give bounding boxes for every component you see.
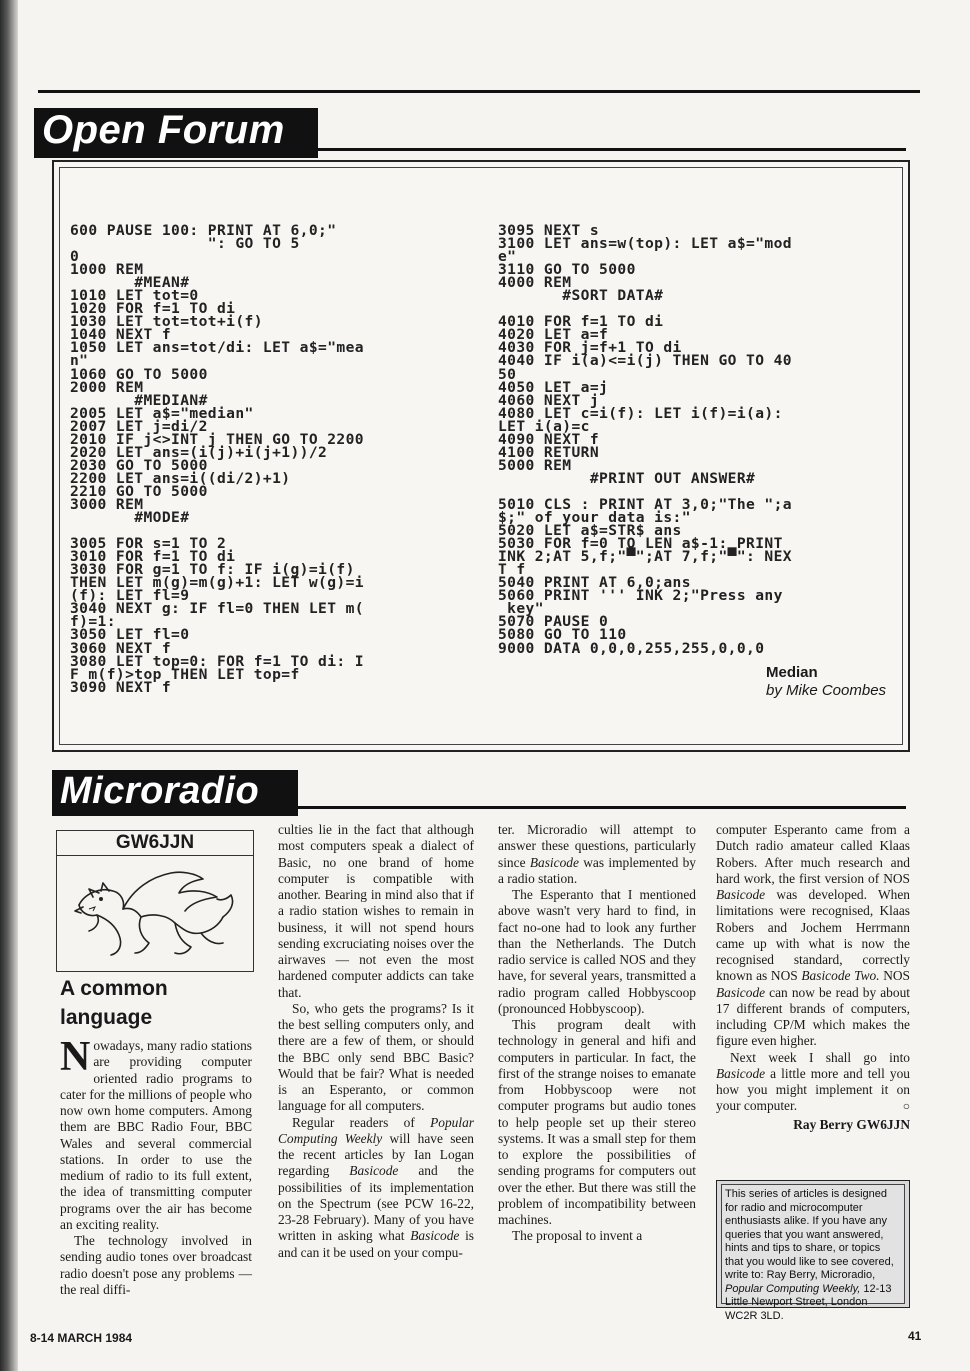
- basicode-term: Basicode: [716, 887, 766, 902]
- page-number: 41: [908, 1329, 922, 1343]
- paragraph: So, who gets the programs? Is it the best selling computers only, and there are a few of them, or should the BBC only send BBC Basic? Would that be fair? What is needed is an Esperanto, or common language for all computers.: [278, 1000, 474, 1114]
- code-line: 5060 PRINT ''' INK 2;"Press any: [498, 587, 783, 605]
- microradio-rule: [290, 806, 906, 809]
- info-text: This series of articles is designed for radio and microcomputer enthusiasts alike. If you have any queries that you want answered, hints and tips to share, or topics that you would like to see covered, write to: Ray Berry, Microradio,: [725, 1188, 894, 1281]
- open-forum-rule: [300, 148, 906, 151]
- code-line: 50: [498, 365, 517, 383]
- article-column-1: [60, 1034, 252, 1298]
- code-line: 5000 REM: [498, 456, 572, 474]
- code-line: 4100 RETURN: [498, 443, 600, 461]
- code-line: 2000 REM: [70, 378, 144, 396]
- paragraph: This program dealt with technology in general and hifi and computers in particular. In fact, the first of the strange noises to emanate from Hobbyscoop were not computer programs but audio tones to help people set up their stereo systems. It was a small step for them to explore the possibilities of sending programs for computers out over the ether. But there was still the problem of incompatibility between machines.: [498, 1017, 696, 1227]
- info-box: [716, 1180, 910, 1322]
- paragraph-text: was developed. When limitations were recognised, Klaas Robers and Jochem Herrmann came up with what is now the recognised standard, correctly known as NOS: [716, 887, 910, 984]
- article-column-2: [278, 822, 474, 1261]
- code-line: 0: [70, 248, 80, 266]
- code-line: 3040 NEXT g: IF fl=0 THEN LET m(: [70, 600, 364, 618]
- listing-author: by Mike Coombes: [766, 682, 887, 699]
- code-line: 3095 NEXT s: [498, 222, 600, 239]
- code-line: 3090 NEXT f: [70, 678, 172, 696]
- basicode-term: Basicode: [349, 1163, 399, 1179]
- code-line: 4050 LET a=j: [498, 378, 609, 396]
- top-rule: [38, 90, 920, 93]
- code-line: n": [70, 352, 89, 370]
- code-line: 2007 LET j=di/2: [70, 417, 208, 435]
- code-line: 4090 NEXT f: [498, 430, 600, 448]
- open-forum-banner: Open Forum: [34, 108, 318, 158]
- code-line: 1020 FOR f=1 TO di: [70, 300, 236, 318]
- heading-line-1: A common: [60, 977, 168, 1000]
- basicode-term: Basicode Two.: [801, 968, 880, 984]
- code-line: THEN LET m(g)=m(g)+1: LET w(g)=i: [70, 574, 364, 592]
- paragraph-text: Regular readers of: [292, 1114, 431, 1130]
- paragraph-text: can now be read by about 17 different brands of computers, including CP/M which makes the figure even higher.: [716, 984, 910, 1049]
- code-line: 1030 LET tot=tot+i(f): [70, 313, 263, 331]
- paragraph-text: owadays, many radio stations are providing computer oriented radio programs to cater for the millions of people who now own home computers. Among them are BBC Radio Four, BBC Wales and several commercial stations. In order to use the medium of radio to its full extent, the idea of transmitting computer programs over the air has become an exciting reality.: [60, 1038, 252, 1232]
- paragraph: The technology involved in sending audio tones over broadcast radio doesn't pose any problems — the real diffi-: [60, 1233, 252, 1297]
- end-mark-icon: ○: [902, 1099, 910, 1114]
- code-line: 4010 FOR f=1 TO di: [498, 313, 664, 331]
- info-text: 12-13 Little Newport Street, London WC2R 3LD.: [725, 1282, 892, 1322]
- paragraph-text: ter. Microradio will attempt to answer these questions, particularly since: [498, 822, 696, 870]
- code-line: 5030 FOR f=0 TO LEN a$-1: PRINT: [498, 535, 783, 553]
- code-listing-right: [498, 224, 792, 655]
- code-line: 1000 REM: [70, 261, 144, 279]
- basicode-term: Basicode: [529, 854, 579, 870]
- issue-date: 8-14 MARCH 1984: [30, 1331, 133, 1345]
- code-line: #MODE#: [70, 509, 190, 527]
- code-line: 5080 GO TO 110: [498, 626, 627, 644]
- code-line: #MEAN#: [70, 274, 190, 292]
- listing-title: Median: [766, 664, 818, 681]
- paragraph: [278, 1115, 474, 1261]
- code-line: 3080 LET top=0: FOR f=1 TO di: I: [70, 652, 364, 670]
- code-line: 1050 LET ans=tot/di: LET a$="mea: [70, 339, 364, 357]
- publication-title: Popular Computing Weekly,: [725, 1282, 861, 1295]
- code-line: 4000 REM: [498, 274, 572, 292]
- paragraph-text: NOS: [879, 968, 910, 984]
- code-listing-left: [70, 224, 364, 694]
- paragraph: [716, 822, 910, 1050]
- code-line: 2210 GO TO 5000: [70, 482, 208, 500]
- code-line: 4020 LET a=f: [498, 326, 609, 344]
- code-line: LET i(a)=c: [498, 417, 590, 435]
- code-line: 4030 FOR j=f+1 TO di: [498, 339, 682, 357]
- paragraph-text: is and can it be used on your compu-: [278, 1228, 475, 1260]
- code-line: key": [498, 600, 544, 618]
- basicode-term: Basicode: [716, 1065, 766, 1081]
- code-line: f)=1:: [70, 613, 116, 631]
- code-line: 3005 FOR s=1 TO 2: [70, 535, 227, 553]
- code-line: 4060 NEXT j: [498, 391, 600, 409]
- code-line: 9000 DATA 0,0,0,255,255,0,0,0: [498, 639, 765, 657]
- code-line: ": GO TO 5: [70, 235, 300, 253]
- code-line: 2030 GO TO 5000: [70, 456, 208, 474]
- paragraph-text: computer Esperanto came from a Dutch radio amateur called Klaas Robers. After much research and hard work, the first version of NOS: [716, 822, 910, 886]
- code-line: 5070 PAUSE 0: [498, 613, 609, 631]
- callsign-box: [56, 830, 254, 972]
- code-line: 5020 LET a$=STR$ ans: [498, 522, 682, 540]
- code-line: 2200 LET ans=i((di/2)+1): [70, 469, 291, 487]
- code-line: 3060 NEXT f: [70, 639, 172, 657]
- paragraph-text: and the possibilities of its implementation on the Spectrum (see PCW 16-22, 23-28 February). Many of you have written in asking what: [278, 1163, 475, 1244]
- code-line: 3010 FOR f=1 TO di: [70, 548, 236, 566]
- code-line: e": [498, 248, 517, 266]
- code-line: #MEDIAN#: [70, 391, 208, 409]
- paragraph: [60, 1034, 252, 1233]
- paragraph-text: Next week I shall go into: [730, 1049, 910, 1065]
- code-line: 3110 GO TO 5000: [498, 261, 636, 279]
- code-line: 2005 LET a$="median": [70, 404, 254, 422]
- code-line: F m(f)>top THEN LET top=f: [70, 665, 300, 683]
- code-line: 3100 LET ans=w(top): LET a$="mod: [498, 235, 792, 253]
- code-line: #PRINT OUT ANSWER#: [498, 469, 756, 487]
- paragraph: [716, 1050, 910, 1115]
- code-line: 3000 REM: [70, 495, 144, 513]
- publication-title: Popular Computing Weekly: [278, 1114, 474, 1146]
- paragraph: [498, 822, 696, 887]
- article-column-3: [498, 822, 696, 1245]
- article-column-4: [716, 822, 910, 1133]
- code-line: (f): LET fl=9: [70, 587, 190, 605]
- code-line: 1040 NEXT f: [70, 326, 172, 344]
- program-listing-box: [52, 160, 910, 752]
- code-line: $;" of your data is:": [498, 509, 691, 527]
- drop-cap: N: [60, 1034, 91, 1080]
- basicode-term: Basicode: [716, 984, 766, 1000]
- binding-spine: [0, 0, 18, 1371]
- code-line: 1010 LET tot=0: [70, 287, 199, 305]
- code-line: INK 2;AT 5,f;"▀";AT 7,f;"▀": NEX: [498, 548, 792, 566]
- code-line: T f: [498, 561, 526, 579]
- paragraph-text: was implemented by a radio station.: [498, 854, 696, 886]
- paragraph-text: will have seen the recent articles by Ian Logan regarding: [278, 1130, 474, 1179]
- basicode-term: Basicode: [410, 1228, 460, 1244]
- code-line: 3030 FOR g=1 TO f: IF i(g)=i(f): [70, 561, 355, 579]
- callsign-label: GW6JJN: [57, 831, 253, 856]
- code-line: 3050 LET fl=0: [70, 626, 190, 644]
- code-line: 2010 IF j<>INT j THEN GO TO 2200: [70, 430, 364, 448]
- heading-line-2: language: [60, 1006, 153, 1029]
- microradio-banner: Microradio: [52, 770, 298, 816]
- paragraph: The Esperanto that I mentioned above wasn't very hard to find, in fact no-one had to look any further than the Netherlands. The Dutch radio service is called NOS and they have, for several years, transmitted a radio program called Hobbyscoop (pronounced Hobbyscoop).: [498, 887, 696, 1016]
- code-line: 1060 GO TO 5000: [70, 365, 208, 383]
- program-listing-frame: [59, 167, 903, 745]
- code-line: 5010 CLS : PRINT AT 3,0;"The ";a: [498, 495, 792, 513]
- info-box-text: [721, 1184, 905, 1322]
- code-line: 600 PAUSE 100: PRINT AT 6,0;": [70, 222, 337, 239]
- article-heading: [60, 974, 256, 1032]
- code-line: 4080 LET c=i(f): LET i(f)=i(a):: [498, 404, 783, 422]
- paragraph-text: a little more and tell you how you might implement it on your computer.: [716, 1065, 910, 1114]
- code-line: #SORT DATA#: [498, 287, 664, 305]
- paragraph: The proposal to invent a: [512, 1228, 643, 1244]
- code-line: 4040 IF i(a)<=i(j) THEN GO TO 40: [498, 352, 792, 370]
- paragraph: culties lie in the fact that although most computers speak a dialect of Basic, no one brand of home computer is compatible with another. Bearing in mind also that if a radio station wishes to remain in business, it will not spend hours sending excruciating noises over the airwaves — not even the most hardened computer addicts can take that.: [278, 822, 474, 1000]
- code-line: 2020 LET ans=(i(j)+i(j+1))/2: [70, 443, 328, 461]
- author-byline: Ray Berry GW6JJN: [793, 1116, 910, 1132]
- code-line: 5040 PRINT AT 6,0;ans: [498, 574, 691, 592]
- welsh-dragon-icon: [71, 863, 241, 963]
